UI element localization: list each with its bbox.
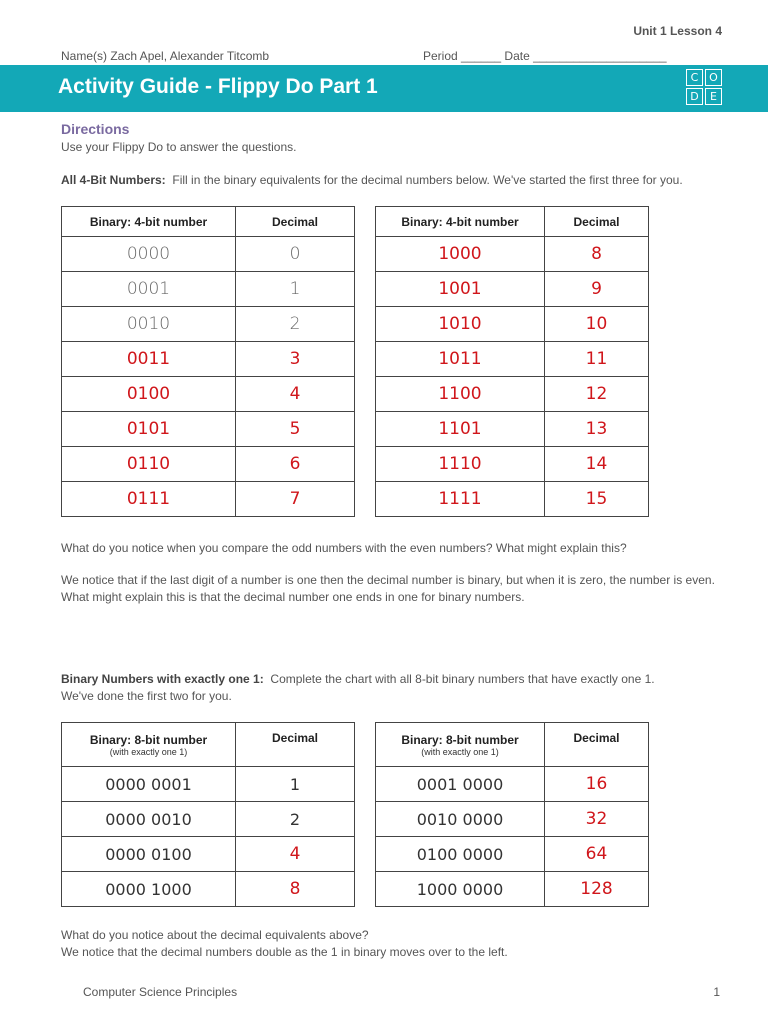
decimal-cell: 2 <box>236 307 355 342</box>
table-row <box>62 307 355 342</box>
table-row <box>62 342 355 377</box>
table-row <box>62 377 355 412</box>
table-row <box>62 412 355 447</box>
decimal-cell: 128 <box>545 872 649 907</box>
column-header-binary-label: Binary: 8-bit number <box>89 732 208 747</box>
decimal-cell: 16 <box>545 767 649 802</box>
code-logo <box>686 69 726 109</box>
four-bit-table-right <box>375 206 649 517</box>
directions-heading: Directions <box>61 121 130 137</box>
table-row <box>376 342 649 377</box>
table-row <box>376 482 649 517</box>
table-row <box>62 872 355 907</box>
binary-cell: 0000 0100 <box>62 837 236 872</box>
table-row <box>376 837 649 872</box>
column-header-binary-sub: (with exactly one 1) <box>109 746 188 757</box>
decimal-cell: 15 <box>545 482 649 517</box>
column-header-decimal: Decimal <box>545 723 649 767</box>
decimal-cell: 13 <box>545 412 649 447</box>
decimal-cell: 8 <box>236 872 355 907</box>
section1-instruction <box>61 173 683 187</box>
logo-letter-d: D <box>686 88 703 105</box>
section1-text: Fill in the binary equivalents for the decimal numbers below. We've started the first three for you. <box>172 173 683 187</box>
period-date: Period ______ Date ____________________ <box>423 49 667 63</box>
binary-cell: 1000 <box>376 237 545 272</box>
binary-cell: 0000 0001 <box>62 767 236 802</box>
decimal-cell: 6 <box>236 447 355 482</box>
table-row <box>62 802 355 837</box>
binary-cell: 0101 <box>62 412 236 447</box>
column-header-binary: Binary: 4-bit number <box>376 207 545 237</box>
unit-lesson: Unit 1 Lesson 4 <box>633 24 722 38</box>
footer-course: Computer Science Principles <box>83 985 238 999</box>
table-row <box>376 802 649 837</box>
decimal-cell: 64 <box>545 837 649 872</box>
binary-cell: 0001 0000 <box>376 767 545 802</box>
binary-cell: 0001 <box>62 272 236 307</box>
binary-cell: 0110 <box>62 447 236 482</box>
decimal-cell: 14 <box>545 447 649 482</box>
decimal-cell: 9 <box>545 272 649 307</box>
table-row <box>376 307 649 342</box>
section2-text2: We've done the first two for you. <box>61 689 232 703</box>
decimal-cell: 0 <box>236 237 355 272</box>
decimal-cell: 8 <box>545 237 649 272</box>
table-row <box>376 272 649 307</box>
table-row <box>62 272 355 307</box>
table-row <box>376 412 649 447</box>
table-row <box>376 447 649 482</box>
binary-cell: 1011 <box>376 342 545 377</box>
answer-decimal-equivalents: We notice that the decimal numbers double as the 1 in binary moves over to the left. <box>61 945 508 959</box>
decimal-cell: 3 <box>236 342 355 377</box>
decimal-cell: 7 <box>236 482 355 517</box>
question-decimal-equivalents: What do you notice about the decimal equivalents above? <box>61 928 369 942</box>
footer-page-number: 1 <box>713 985 720 999</box>
column-header-decimal: Decimal <box>236 207 355 237</box>
table-row <box>62 767 355 802</box>
table-row <box>62 837 355 872</box>
decimal-cell: 32 <box>545 802 649 837</box>
decimal-cell: 1 <box>236 767 355 802</box>
table-row <box>62 482 355 517</box>
page-title: Activity Guide - Flippy Do Part 1 <box>58 75 378 98</box>
decimal-cell: 10 <box>545 307 649 342</box>
binary-cell: 1000 0000 <box>376 872 545 907</box>
directions-text: Use your Flippy Do to answer the questions. <box>61 140 297 154</box>
question-odd-even: What do you notice when you compare the odd numbers with the even numbers? What might explain this? <box>61 541 627 555</box>
eight-bit-table-left <box>61 722 355 907</box>
decimal-cell: 12 <box>545 377 649 412</box>
decimal-cell: 4 <box>236 837 355 872</box>
column-header-binary <box>62 723 236 767</box>
column-header-binary: Binary: 4-bit number <box>62 207 236 237</box>
table-row <box>376 237 649 272</box>
logo-letter-c: C <box>686 69 703 86</box>
decimal-cell: 11 <box>545 342 649 377</box>
table-row <box>376 767 649 802</box>
binary-cell: 0000 <box>62 237 236 272</box>
binary-cell: 0000 0010 <box>62 802 236 837</box>
section2-instruction <box>61 672 655 686</box>
table-row <box>62 447 355 482</box>
section2-text: Complete the chart with all 8-bit binary numbers that have exactly one 1. <box>270 672 655 686</box>
binary-cell: 0011 <box>62 342 236 377</box>
logo-letter-e: E <box>705 88 722 105</box>
section2-label: Binary Numbers with exactly one 1: <box>61 672 264 686</box>
decimal-cell: 1 <box>236 272 355 307</box>
binary-cell: 1110 <box>376 447 545 482</box>
column-header-binary <box>376 723 545 767</box>
four-bit-table-left <box>61 206 355 517</box>
column-header-decimal: Decimal <box>545 207 649 237</box>
decimal-cell: 2 <box>236 802 355 837</box>
table-row <box>376 872 649 907</box>
binary-cell: 1101 <box>376 412 545 447</box>
column-header-decimal: Decimal <box>236 723 355 767</box>
student-names: Name(s) Zach Apel, Alexander Titcomb <box>61 49 270 63</box>
section1-label: All 4-Bit Numbers: <box>61 173 166 187</box>
binary-cell: 1010 <box>376 307 545 342</box>
binary-cell: 0100 <box>62 377 236 412</box>
column-header-binary-sub: (with exactly one 1) <box>421 746 499 757</box>
binary-cell: 1111 <box>376 482 545 517</box>
table-row <box>376 377 649 412</box>
decimal-cell: 5 <box>236 412 355 447</box>
column-header-binary-label: Binary: 8-bit number <box>401 732 519 747</box>
binary-cell: 0010 <box>62 307 236 342</box>
binary-cell: 0111 <box>62 482 236 517</box>
table-row <box>62 237 355 272</box>
logo-letter-o: O <box>705 69 722 86</box>
binary-cell: 0000 1000 <box>62 872 236 907</box>
binary-cell: 1100 <box>376 377 545 412</box>
binary-cell: 0100 0000 <box>376 837 545 872</box>
eight-bit-table-right <box>375 722 649 907</box>
binary-cell: 0010 0000 <box>376 802 545 837</box>
answer-odd-even: We notice that if the last digit of a number is one then the decimal number is binary, but when it is zero, the number is even. What might explain this is that the decimal number one ends in one for binary numbers. <box>61 573 715 604</box>
binary-cell: 1001 <box>376 272 545 307</box>
decimal-cell: 4 <box>236 377 355 412</box>
